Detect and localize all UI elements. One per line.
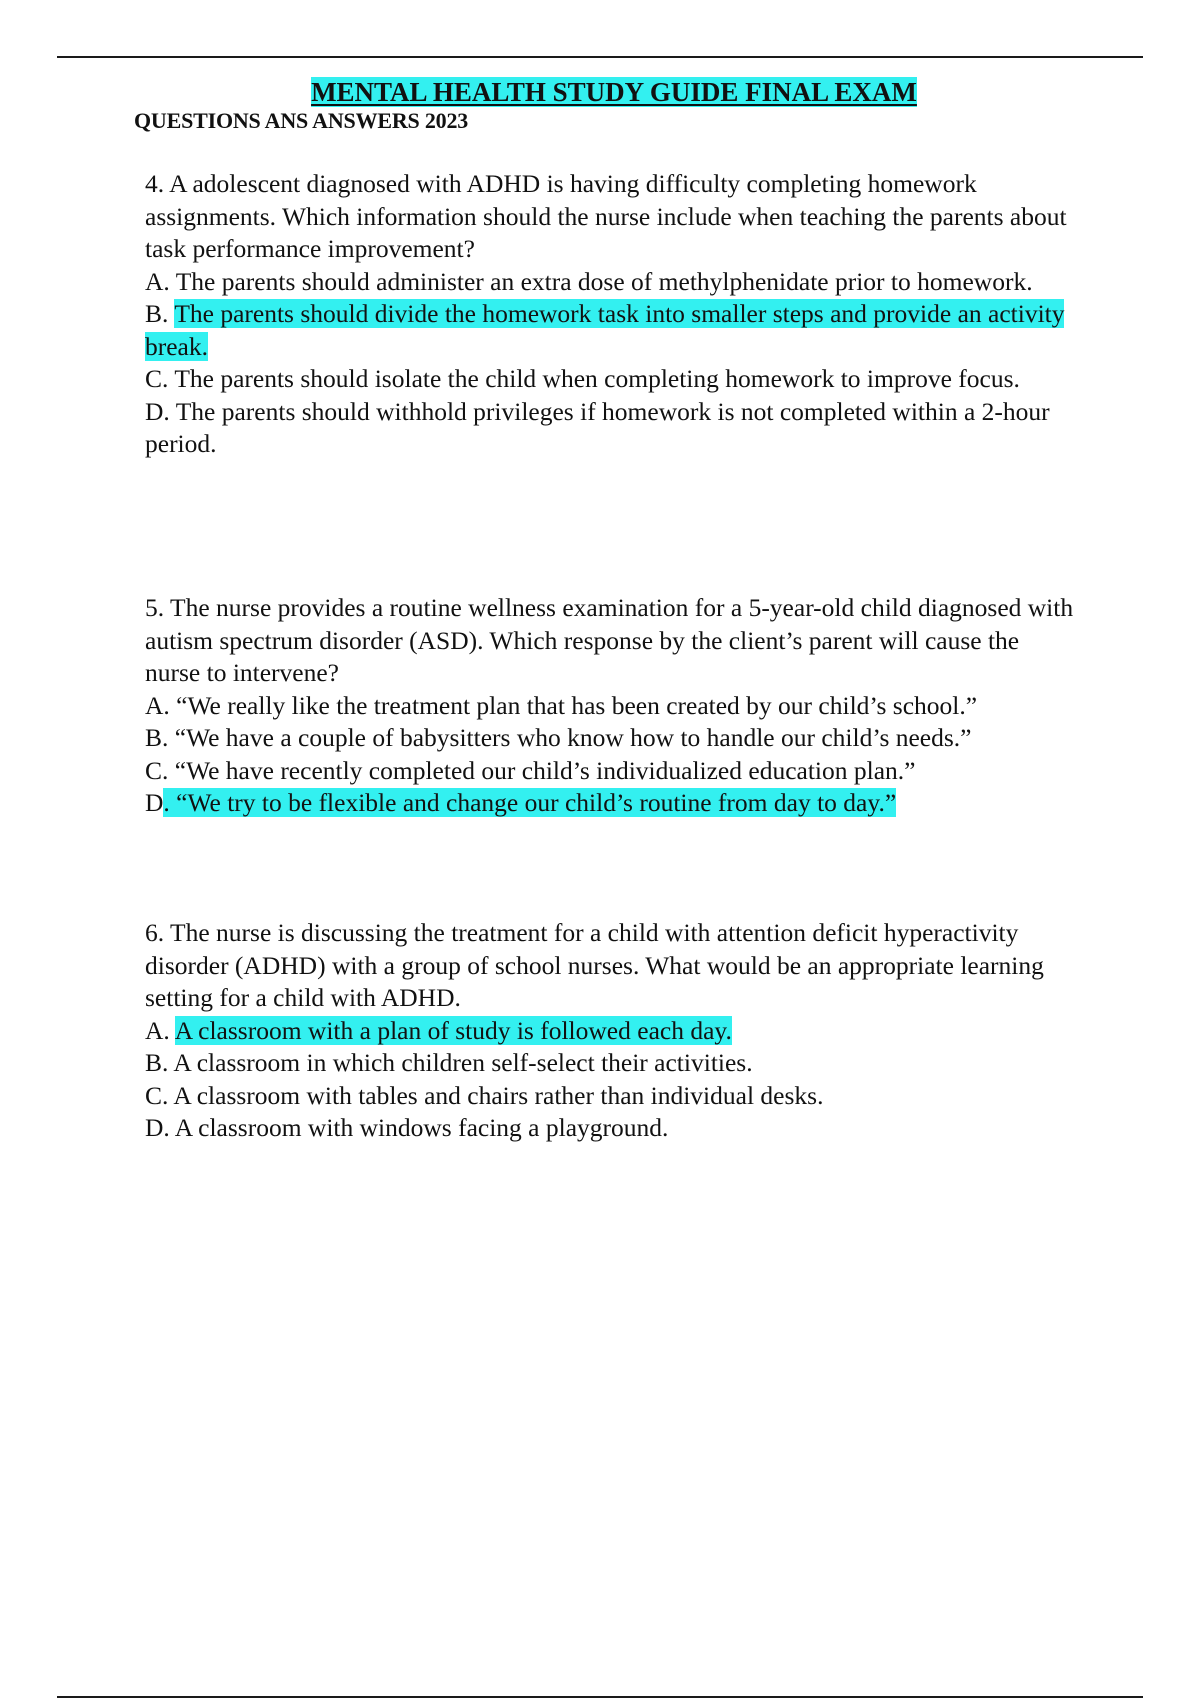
option-prefix: A. <box>145 1015 175 1045</box>
answer-option-c <box>145 1080 1075 1113</box>
option-prefix: D. <box>145 396 176 426</box>
option-text: A classroom with windows facing a playground. <box>174 1113 669 1142</box>
answer-option-d <box>145 396 1075 461</box>
answer-option-b <box>145 722 1075 755</box>
option-prefix: C. <box>145 755 175 785</box>
top-rule <box>57 56 1143 58</box>
answer-option-b <box>145 1047 1075 1080</box>
answer-option-a <box>145 1015 1075 1048</box>
option-text: The parents should administer an extra dose of methylphenidate prior to homework. <box>175 266 1033 296</box>
option-prefix: B. <box>145 1048 174 1077</box>
option-text: “We have a couple of babysitters who know how to handle our child’s needs.” <box>174 723 972 752</box>
option-text: “We really like the treatment plan that has been created by our child’s school.” <box>176 690 978 720</box>
option-text: A classroom with tables and chairs rather than individual desks. <box>173 1080 824 1110</box>
question-stem: 6. The nurse is discussing the treatment for a child with attention deficit hyperactivity disorder (ADHD) with a group of school nurses. What would be an appropriate learning setting for a child with ADHD. <box>145 918 1044 1012</box>
answer-option-a <box>145 266 1075 299</box>
document-subtitle: QUESTIONS ANS ANSWERS 2023 <box>134 108 469 133</box>
option-prefix: C. <box>145 364 175 393</box>
question-6 <box>145 917 1075 1145</box>
option-prefix: A. <box>145 690 177 720</box>
answer-option-d <box>145 1112 1075 1145</box>
option-text: The parents should withhold privileges if homework is not completed within a 2-hour period. <box>145 396 1050 458</box>
option-text: The parents should isolate the child when completing homework to improve focus. <box>174 364 1020 393</box>
highlighted-correct-answer: . “We try to be flexible and change our child’s routine from day to day.” <box>163 788 897 817</box>
question-stem: 5. The nurse provides a routine wellness examination for a 5-year-old child diagnosed with autism spectrum disorder (ASD). Which response by the client’s parent will cause the nurse to intervene? <box>145 593 1074 687</box>
option-prefix: B. <box>145 723 175 752</box>
option-prefix: D <box>145 788 164 817</box>
option-prefix: B. <box>145 299 175 328</box>
option-prefix: A. <box>145 266 176 296</box>
question-5 <box>145 592 1075 820</box>
answer-option-c <box>145 363 1075 396</box>
document-title-text: MENTAL HEALTH STUDY GUIDE FINAL EXAM <box>311 77 917 107</box>
option-text: “We have recently completed our child’s individualized education plan.” <box>174 755 916 785</box>
bottom-rule <box>57 1696 1143 1698</box>
answer-option-b <box>145 298 1075 363</box>
option-text: A classroom in which children self-select their activities. <box>173 1048 753 1077</box>
option-prefix: D. <box>145 1113 175 1142</box>
highlighted-correct-answer: A classroom with a plan of study is followed each day. <box>174 1015 732 1045</box>
question-4 <box>145 168 1075 461</box>
document-title <box>0 76 1200 108</box>
highlighted-correct-answer: The parents should divide the homework task into smaller steps and provide an activity break. <box>145 299 1065 361</box>
answer-option-a <box>145 690 1075 723</box>
question-stem: 4. A adolescent diagnosed with ADHD is having difficulty completing homework assignments. Which information should the nurse include when teaching the parents about task performance improvement? <box>145 169 1067 263</box>
answer-option-c <box>145 755 1075 788</box>
option-prefix: C. <box>145 1080 174 1110</box>
answer-option-d <box>145 787 1075 820</box>
